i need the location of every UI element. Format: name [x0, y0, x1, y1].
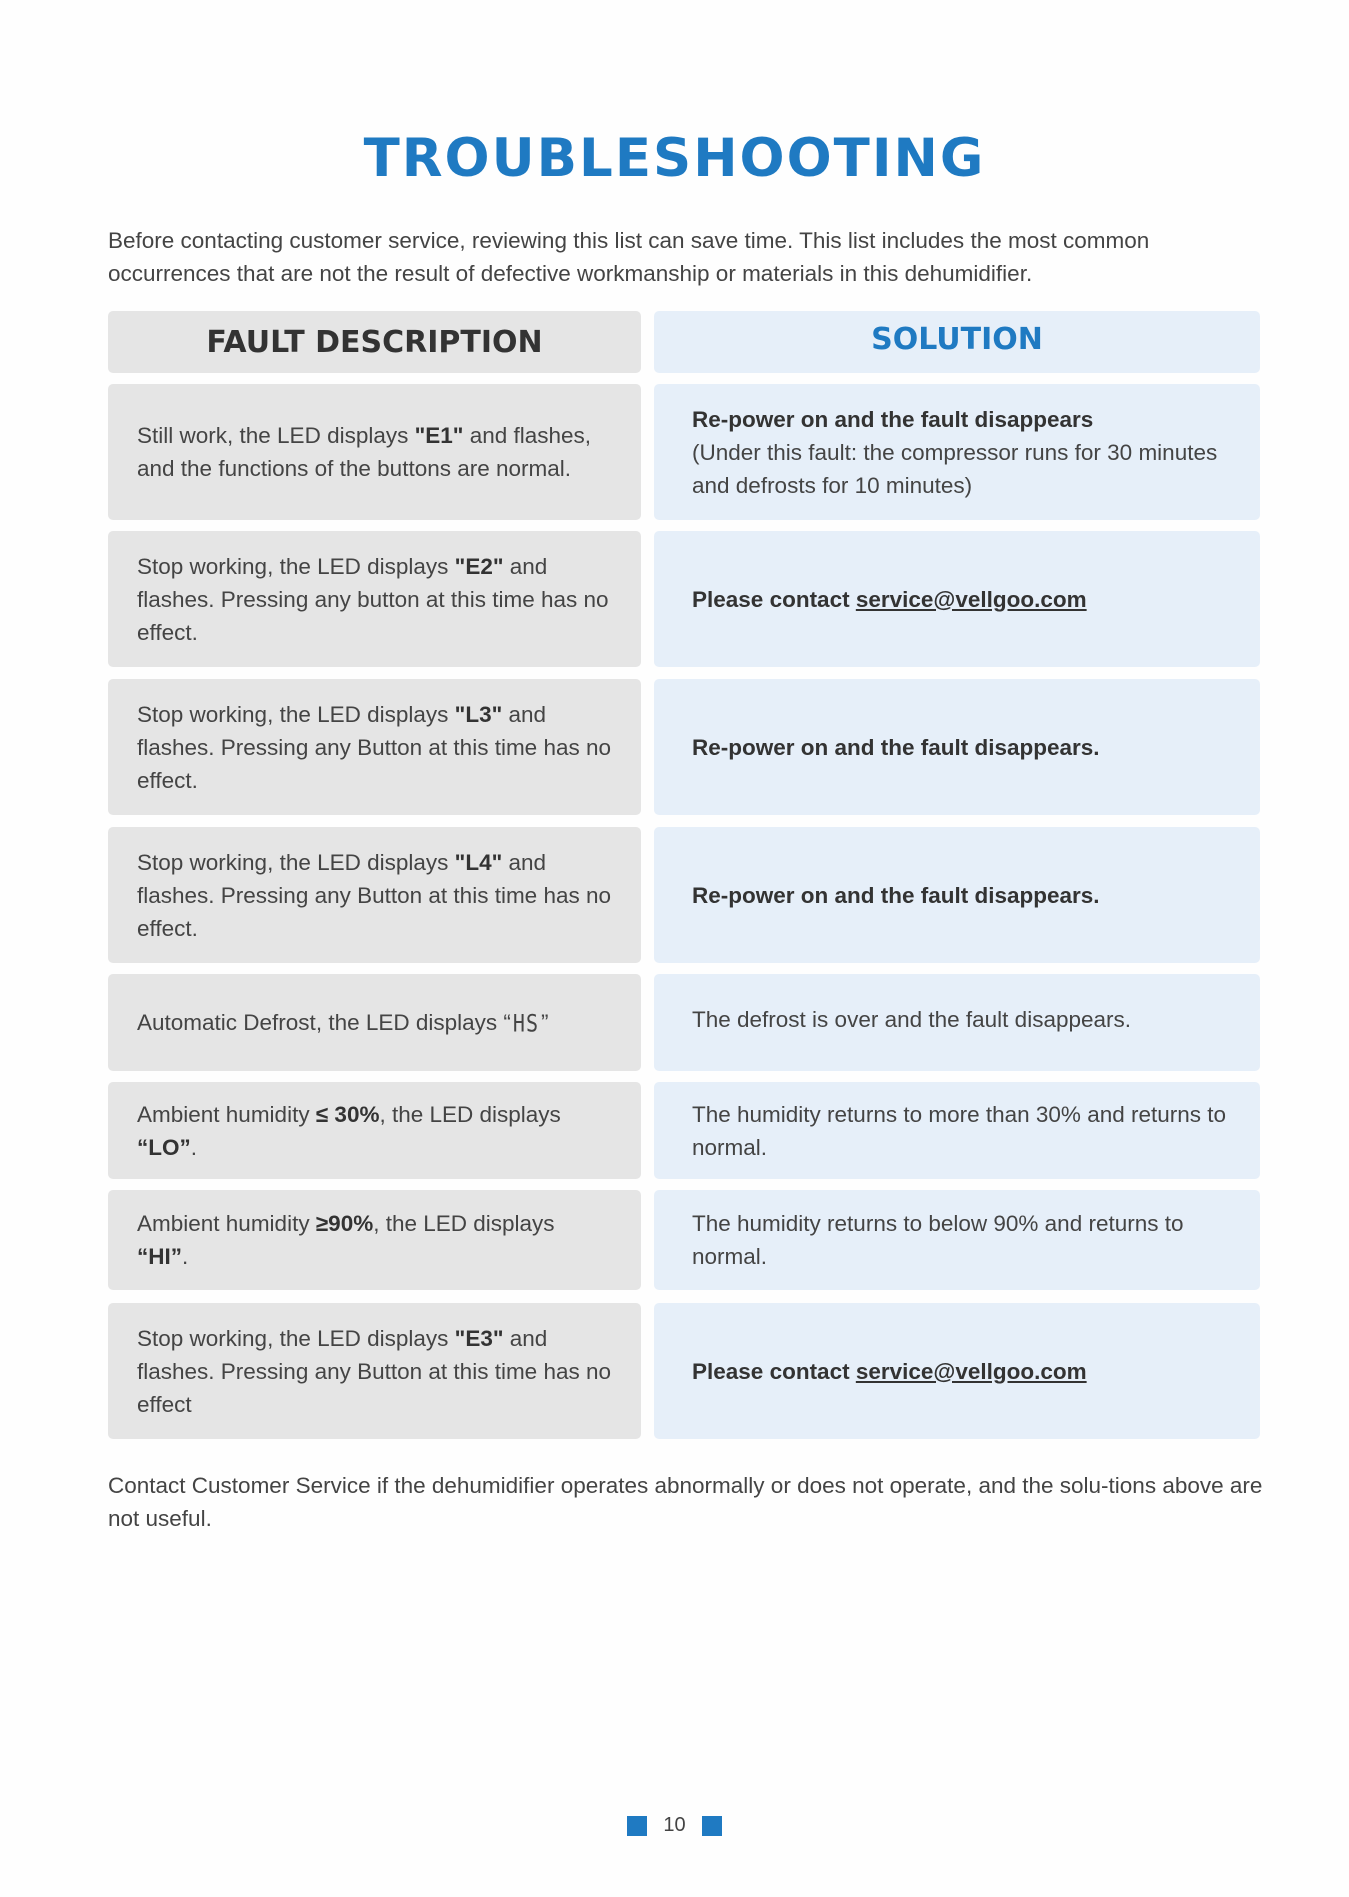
- table-row: [108, 1303, 1260, 1439]
- footer-note: Contact Customer Service if the dehumidifier operates abnormally or does not operate, and the solu-tions above are not useful.: [108, 1473, 1263, 1531]
- fault-cell: Ambient humidity ≥90%, the LED displays “HI”.: [108, 1190, 641, 1290]
- solution-cell: Please contact service@vellgoo.com: [654, 1303, 1260, 1439]
- fault-cell: Stop working, the LED displays "E2" and flashes. Pressing any button at this time has no effect.: [108, 531, 641, 667]
- fault-cell: Stop working, the LED displays "E3" and flashes. Pressing any Button at this time has no effect: [108, 1303, 641, 1439]
- fault-cell: Automatic Defrost, the LED displays “ HS”: [108, 974, 641, 1071]
- fault-cell: Stop working, the LED displays "L3" and flashes. Pressing any Button at this time has no effect.: [108, 679, 641, 815]
- email-link[interactable]: service@vellgoo.com: [855, 1358, 1087, 1384]
- table-row: [108, 384, 1260, 520]
- table-header: [108, 311, 1260, 373]
- table-row: [108, 974, 1260, 1071]
- solution-cell: Please contact service@vellgoo.com: [654, 531, 1260, 667]
- table-row: [108, 827, 1260, 963]
- email-link[interactable]: service@vellgoo.com: [855, 586, 1087, 612]
- solution-cell: Re-power on and the fault disappears.: [654, 827, 1260, 963]
- solution-cell: The humidity returns to more than 30% and returns to normal.: [654, 1082, 1260, 1179]
- table-row: [108, 531, 1260, 667]
- page-title: TROUBLESHOOTING: [363, 128, 986, 189]
- square-marker-icon: [627, 1816, 647, 1836]
- fault-cell: Still work, the LED displays "E1" and flashes, and the functions of the buttons are normal.: [108, 384, 641, 520]
- solution-header: SOLUTION: [654, 311, 1260, 373]
- solution-cell: The defrost is over and the fault disappears.: [654, 974, 1260, 1071]
- solution-cell: The humidity returns to below 90% and returns to normal.: [654, 1190, 1260, 1290]
- table-row: [108, 1082, 1260, 1179]
- table-row: [108, 679, 1260, 815]
- solution-cell: Re-power on and the fault disappears (Under this fault: the compressor runs for 30 minutes and defrosts for 10 minutes): [654, 384, 1260, 520]
- solution-cell: Re-power on and the fault disappears.: [654, 679, 1260, 815]
- led-segment-code: HS: [512, 1008, 539, 1037]
- square-marker-icon: [702, 1816, 722, 1836]
- page-footer: [0, 1814, 1349, 1837]
- intro-paragraph: Before contacting customer service, reviewing this list can save time. This list includes the most common occurrences that are not the result of defective workmanship or materials in this dehumidifier.: [108, 228, 1150, 286]
- table-row: [108, 1190, 1260, 1290]
- fault-cell: Ambient humidity ≤ 30%, the LED displays “LO”.: [108, 1082, 641, 1179]
- fault-cell: Stop working, the LED displays "L4" and flashes. Pressing any Button at this time has no effect.: [108, 827, 641, 963]
- fault-description-header: FAULT DESCRIPTION: [108, 311, 641, 373]
- page-number: 10: [663, 1814, 686, 1836]
